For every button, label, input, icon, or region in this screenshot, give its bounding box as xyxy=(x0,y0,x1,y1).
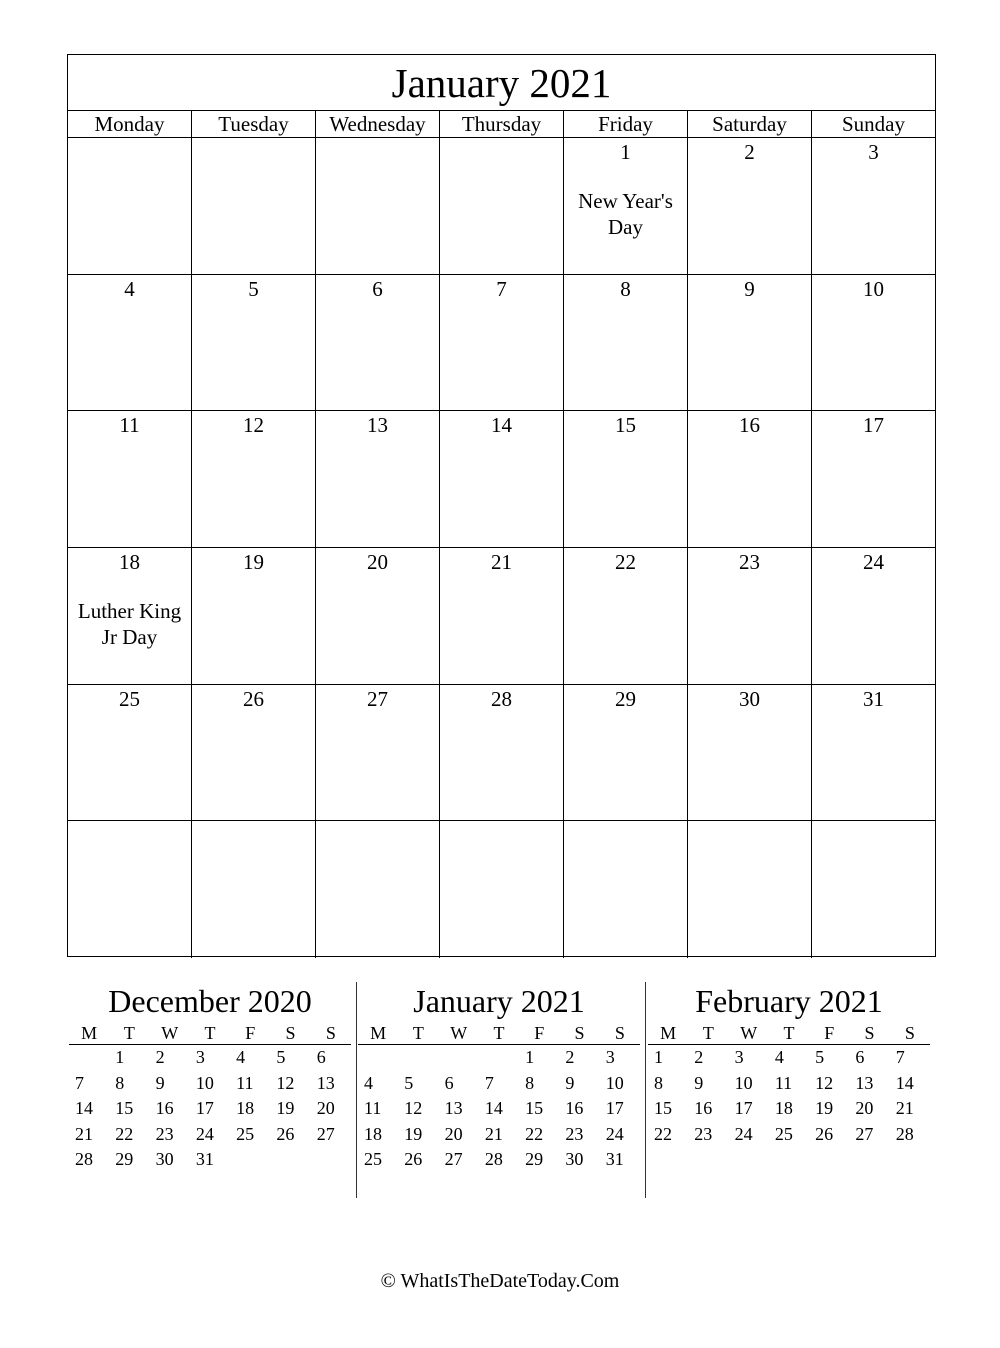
calendar-day-number xyxy=(812,823,935,847)
calendar-day-number: 24 xyxy=(863,550,884,575)
mini-week-row xyxy=(358,1045,640,1071)
mini-day: 22 xyxy=(525,1123,544,1144)
mini-day: 21 xyxy=(895,1098,914,1119)
mini-day: 26 xyxy=(404,1149,423,1170)
calendar-week-row xyxy=(68,275,935,412)
mini-day: 18 xyxy=(774,1098,793,1119)
mini-day: 6 xyxy=(316,1047,326,1068)
calendar-day-number: 14 xyxy=(491,413,512,438)
calendar-day-cell xyxy=(68,548,192,684)
calendar-day-number xyxy=(316,823,439,847)
mini-day: 19 xyxy=(815,1098,834,1119)
mini-weekday-header: F xyxy=(230,1022,270,1045)
mini-day: 1 xyxy=(525,1047,535,1068)
calendar-week-row xyxy=(68,548,935,685)
mini-day: 9 xyxy=(565,1072,575,1093)
mini-calendars xyxy=(67,980,936,1200)
calendar-day-number: 27 xyxy=(367,686,388,711)
mini-week-row xyxy=(648,1096,930,1122)
calendar-day-cell xyxy=(564,685,688,821)
calendar-day-cell xyxy=(192,548,316,684)
mini-day: 17 xyxy=(734,1098,753,1119)
mini-day: 14 xyxy=(484,1098,503,1119)
calendar-day-number xyxy=(440,823,563,847)
calendar-day-cell xyxy=(440,821,564,958)
weekday-header: Sunday xyxy=(842,112,905,136)
mini-day: 28 xyxy=(75,1149,93,1170)
mini-week-row xyxy=(69,1071,351,1097)
mini-weekday-header: S xyxy=(600,1022,640,1045)
calendar-day-cell xyxy=(440,548,564,684)
weekday-header: Saturday xyxy=(688,111,812,137)
mini-day: 12 xyxy=(815,1072,834,1093)
mini-day: 2 xyxy=(155,1047,165,1068)
mini-week-row xyxy=(648,1045,930,1071)
mini-day: 23 xyxy=(694,1123,713,1144)
mini-day: 6 xyxy=(855,1047,865,1068)
mini-calendar-title: December 2020 xyxy=(108,983,312,1019)
mini-day: 11 xyxy=(774,1072,793,1093)
calendar-day-cell xyxy=(316,685,440,821)
mini-day: 27 xyxy=(444,1149,463,1170)
calendar-day-number: 6 xyxy=(372,276,383,301)
main-calendar-title: January 2021 xyxy=(68,55,935,111)
mini-day: 3 xyxy=(734,1047,744,1068)
mini-day: 18 xyxy=(364,1123,382,1144)
calendar-day-cell xyxy=(564,275,688,411)
calendar-day-cell xyxy=(688,685,812,821)
calendar-day-number: 19 xyxy=(243,550,264,575)
mini-weekday-header: S xyxy=(849,1022,889,1045)
mini-day: 7 xyxy=(895,1047,905,1068)
mini-day: 15 xyxy=(115,1098,134,1119)
mini-day: 10 xyxy=(734,1072,753,1093)
mini-weekday-header: W xyxy=(150,1022,190,1045)
calendar-day-number xyxy=(440,140,563,164)
mini-day: 11 xyxy=(236,1072,254,1093)
mini-day: 24 xyxy=(195,1123,214,1144)
mini-day: 7 xyxy=(75,1072,84,1093)
mini-day: 17 xyxy=(605,1098,624,1119)
calendar-day-number xyxy=(316,140,439,164)
mini-day xyxy=(69,1045,109,1071)
mini-weekday-header: W xyxy=(439,1022,479,1045)
mini-calendar-divider xyxy=(645,982,646,1198)
mini-day: 13 xyxy=(855,1072,874,1093)
mini-day: 10 xyxy=(195,1072,214,1093)
mini-weekday-header: T xyxy=(769,1022,809,1045)
calendar-day-cell xyxy=(812,138,935,274)
calendar-day-number: 31 xyxy=(863,686,884,711)
calendar-day-number xyxy=(192,140,315,164)
mini-calendar-grid xyxy=(358,1022,640,1173)
calendar-day-cell xyxy=(316,411,440,547)
mini-day: 8 xyxy=(525,1072,535,1093)
calendar-day-number: 26 xyxy=(243,686,264,711)
mini-day: 11 xyxy=(364,1098,382,1119)
calendar-day-number: 12 xyxy=(243,413,264,438)
mini-day xyxy=(311,1147,351,1173)
mini-weekday-header: W xyxy=(729,1022,769,1045)
mini-weekday-header: F xyxy=(519,1022,559,1045)
calendar-day-number: 18 xyxy=(119,550,140,575)
weekday-header: Friday xyxy=(564,111,688,137)
mini-day: 12 xyxy=(404,1098,423,1119)
calendar-day-cell xyxy=(688,411,812,547)
mini-weekday-header: T xyxy=(109,1022,149,1045)
mini-day: 24 xyxy=(605,1123,624,1144)
calendar-day-number: 25 xyxy=(119,686,140,711)
mini-week-row xyxy=(648,1122,930,1148)
calendar-day-number: 29 xyxy=(615,686,636,711)
mini-week-row xyxy=(69,1045,351,1071)
mini-day: 2 xyxy=(565,1047,575,1068)
mini-day: 1 xyxy=(654,1047,663,1068)
mini-weekday-header: S xyxy=(311,1022,351,1045)
mini-day: 20 xyxy=(855,1098,874,1119)
mini-day: 16 xyxy=(565,1098,584,1119)
mini-day: 16 xyxy=(694,1098,713,1119)
mini-day: 9 xyxy=(694,1072,704,1093)
calendar-week-row xyxy=(68,821,935,958)
mini-day: 12 xyxy=(276,1072,295,1093)
mini-day: 19 xyxy=(276,1098,295,1119)
calendar-day-number xyxy=(688,823,811,847)
main-calendar xyxy=(67,54,936,957)
mini-week-row xyxy=(358,1071,640,1097)
mini-calendar-next-month xyxy=(648,980,930,1147)
calendar-day-cell xyxy=(192,821,316,958)
calendar-day-cell xyxy=(564,138,688,274)
calendar-day-number: 20 xyxy=(367,550,388,575)
weekday-header: Tuesday xyxy=(192,111,316,137)
mini-day: 27 xyxy=(855,1123,874,1144)
calendar-holiday-label: New Year's Day xyxy=(578,189,673,239)
calendar-day-cell xyxy=(440,275,564,411)
mini-day: 14 xyxy=(75,1098,93,1119)
calendar-day-number: 21 xyxy=(491,550,512,575)
mini-week-row xyxy=(358,1147,640,1173)
calendar-day-cell xyxy=(688,138,812,274)
mini-day: 5 xyxy=(404,1072,414,1093)
mini-day: 28 xyxy=(484,1149,503,1170)
mini-weekday-header: T xyxy=(688,1022,728,1045)
mini-day: 25 xyxy=(364,1149,382,1170)
mini-day: 7 xyxy=(484,1072,494,1093)
mini-weekday-header: T xyxy=(190,1022,230,1045)
mini-week-row xyxy=(358,1122,640,1148)
mini-weekday-header: S xyxy=(270,1022,310,1045)
mini-day xyxy=(270,1147,310,1173)
mini-day xyxy=(358,1045,398,1071)
mini-day: 3 xyxy=(605,1047,615,1068)
calendar-day-number: 9 xyxy=(744,276,755,301)
calendar-day-number: 2 xyxy=(744,140,755,164)
mini-day: 15 xyxy=(525,1098,544,1119)
mini-day: 27 xyxy=(316,1123,335,1144)
mini-week-row xyxy=(648,1071,930,1097)
calendar-day-cell xyxy=(192,138,316,274)
calendar-day-number: 7 xyxy=(496,276,507,301)
calendar-day-number xyxy=(192,823,315,847)
mini-day: 25 xyxy=(774,1123,793,1144)
mini-day: 28 xyxy=(895,1123,914,1144)
calendar-day-number: 23 xyxy=(739,550,760,575)
mini-day: 29 xyxy=(115,1149,134,1170)
mini-day: 2 xyxy=(694,1047,704,1068)
mini-day: 4 xyxy=(236,1047,246,1068)
calendar-day-number: 22 xyxy=(615,550,636,575)
calendar-day-cell xyxy=(192,275,316,411)
calendar-day-number xyxy=(68,823,191,847)
calendar-grid xyxy=(68,138,935,958)
calendar-day-number: 30 xyxy=(739,686,760,711)
mini-day: 14 xyxy=(895,1072,914,1093)
mini-day: 20 xyxy=(316,1098,335,1119)
mini-day xyxy=(398,1045,438,1071)
mini-week-row xyxy=(69,1122,351,1148)
calendar-day-cell xyxy=(812,411,935,547)
mini-day: 1 xyxy=(115,1047,125,1068)
mini-day: 18 xyxy=(236,1098,255,1119)
calendar-day-cell xyxy=(192,411,316,547)
mini-day: 3 xyxy=(195,1047,205,1068)
mini-day xyxy=(439,1045,479,1071)
mini-day: 16 xyxy=(155,1098,174,1119)
calendar-day-cell xyxy=(68,685,192,821)
calendar-day-cell xyxy=(812,275,935,411)
mini-day: 23 xyxy=(565,1123,584,1144)
calendar-week-row xyxy=(68,411,935,548)
calendar-day-number: 17 xyxy=(863,413,884,438)
mini-day: 29 xyxy=(525,1149,544,1170)
calendar-day-cell xyxy=(316,821,440,958)
mini-day: 21 xyxy=(484,1123,503,1144)
mini-weekday-header: F xyxy=(809,1022,849,1045)
mini-day: 21 xyxy=(75,1123,93,1144)
mini-weekday-header: M xyxy=(648,1022,688,1045)
mini-day: 4 xyxy=(774,1047,784,1068)
mini-calendar-current-month xyxy=(358,980,640,1173)
mini-weekday-header: M xyxy=(358,1022,398,1045)
mini-day: 20 xyxy=(444,1123,463,1144)
mini-day: 30 xyxy=(565,1149,584,1170)
mini-day: 26 xyxy=(276,1123,295,1144)
mini-day: 13 xyxy=(444,1098,463,1119)
mini-calendar-divider xyxy=(356,982,357,1198)
mini-day: 8 xyxy=(115,1072,125,1093)
mini-day: 13 xyxy=(316,1072,335,1093)
calendar-day-number: 3 xyxy=(868,140,879,164)
calendar-day-number: 13 xyxy=(367,413,388,438)
calendar-day-cell xyxy=(812,685,935,821)
calendar-day-number: 10 xyxy=(863,276,884,301)
mini-weekday-header: T xyxy=(398,1022,438,1045)
mini-day xyxy=(479,1045,519,1071)
calendar-day-cell xyxy=(440,685,564,821)
mini-day: 25 xyxy=(236,1123,255,1144)
calendar-day-number: 8 xyxy=(620,276,631,301)
calendar-day-cell xyxy=(688,548,812,684)
calendar-day-cell xyxy=(316,275,440,411)
calendar-holiday-label: Luther King Jr Day xyxy=(77,599,182,650)
mini-weekday-header: S xyxy=(890,1022,930,1045)
calendar-day-cell xyxy=(68,275,192,411)
calendar-day-number: 16 xyxy=(739,413,760,438)
mini-calendar-title: January 2021 xyxy=(413,983,585,1019)
calendar-day-cell xyxy=(688,821,812,958)
calendar-day-cell xyxy=(316,138,440,274)
calendar-day-cell xyxy=(68,411,192,547)
mini-day: 15 xyxy=(654,1098,672,1119)
mini-day: 5 xyxy=(815,1047,825,1068)
calendar-day-cell xyxy=(440,411,564,547)
mini-day: 30 xyxy=(155,1149,174,1170)
mini-day: 10 xyxy=(605,1072,624,1093)
weekday-header: Wednesday xyxy=(316,111,440,137)
calendar-day-cell xyxy=(316,548,440,684)
calendar-day-number: 15 xyxy=(615,413,636,438)
mini-day: 26 xyxy=(815,1123,834,1144)
calendar-day-cell xyxy=(564,548,688,684)
calendar-day-cell xyxy=(564,411,688,547)
mini-day: 4 xyxy=(364,1072,373,1093)
calendar-day-number: 11 xyxy=(119,413,140,438)
mini-day: 5 xyxy=(276,1047,286,1068)
calendar-day-number: 4 xyxy=(124,276,135,301)
weekday-header: Thursday xyxy=(440,111,564,137)
mini-week-row xyxy=(69,1147,351,1173)
mini-day: 17 xyxy=(195,1098,214,1119)
calendar-day-number: 28 xyxy=(491,686,512,711)
calendar-day-cell xyxy=(68,138,192,274)
calendar-day-number xyxy=(564,823,687,847)
mini-calendar-grid xyxy=(648,1022,930,1147)
mini-day: 22 xyxy=(115,1123,134,1144)
mini-day: 8 xyxy=(654,1072,663,1093)
calendar-day-cell xyxy=(68,821,192,958)
mini-weekday-header: M xyxy=(69,1022,109,1045)
mini-calendar-prev-month xyxy=(69,980,351,1173)
calendar-day-cell xyxy=(688,275,812,411)
weekday-header: Monday xyxy=(68,111,192,137)
mini-day: 19 xyxy=(404,1123,423,1144)
mini-day xyxy=(230,1147,270,1173)
mini-day: 22 xyxy=(654,1123,672,1144)
mini-day: 6 xyxy=(444,1072,454,1093)
calendar-day-number: 1 xyxy=(620,140,631,164)
mini-calendar-grid xyxy=(69,1022,351,1173)
mini-day: 9 xyxy=(155,1072,165,1093)
mini-day: 24 xyxy=(734,1123,753,1144)
mini-calendar-title: February 2021 xyxy=(695,983,883,1019)
mini-week-row xyxy=(69,1096,351,1122)
footer-copyright: © WhatIsTheDateToday.Com xyxy=(380,1270,620,1292)
mini-day: 31 xyxy=(605,1149,624,1170)
calendar-day-number xyxy=(68,140,191,164)
weekday-header-row xyxy=(68,111,935,138)
mini-day: 23 xyxy=(155,1123,174,1144)
calendar-week-row xyxy=(68,138,935,275)
calendar-week-row xyxy=(68,685,935,822)
mini-week-row xyxy=(358,1096,640,1122)
mini-weekday-header: T xyxy=(479,1022,519,1045)
calendar-day-cell xyxy=(192,685,316,821)
calendar-day-cell xyxy=(564,821,688,958)
calendar-day-cell xyxy=(812,548,935,684)
mini-weekday-header: S xyxy=(559,1022,599,1045)
calendar-day-number: 5 xyxy=(248,276,259,301)
calendar-day-cell xyxy=(812,821,935,958)
mini-day: 31 xyxy=(195,1149,214,1170)
calendar-day-cell xyxy=(440,138,564,274)
